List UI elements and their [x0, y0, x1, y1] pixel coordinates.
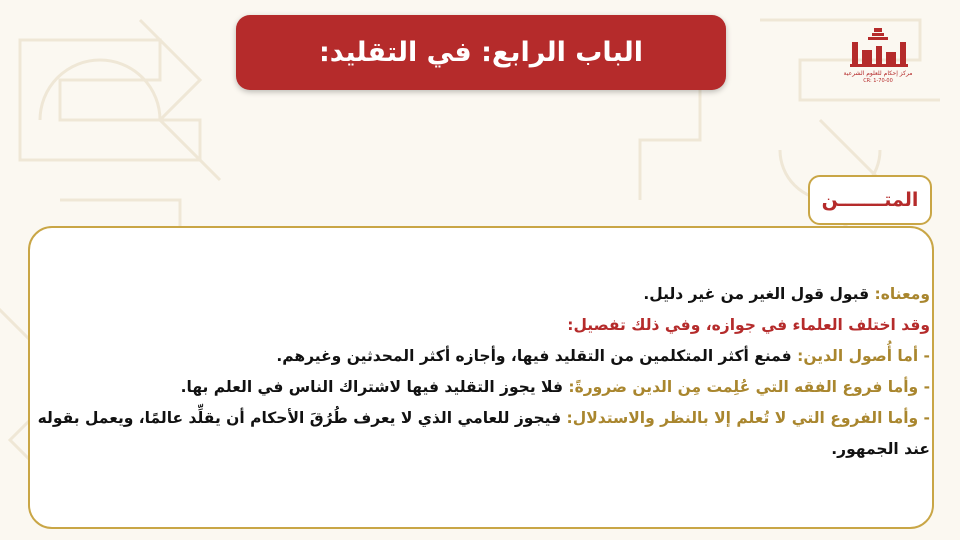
paragraph-definition	[34, 279, 930, 310]
paragraph-known-by-necessity	[34, 372, 930, 403]
paragraph-text: فيجوز للعامي الذي لا يعرف طُرُقَ الأحكام أن يقلِّد عالمًا، ويعمل بقوله عند الجمهور.	[37, 409, 930, 458]
paragraph-label: - أما أُصول الدين:	[797, 347, 930, 365]
text-body	[34, 279, 930, 465]
logo-mark-icon	[846, 26, 910, 70]
paragraph-disagreement	[34, 310, 930, 341]
paragraph-label: - وأما فروع الفقه التي عُلِمت مِن الدين ضرورةً:	[568, 378, 930, 396]
center-logo	[843, 26, 913, 92]
paragraph-label: ومعناه:	[874, 285, 930, 303]
paragraph-by-inference	[34, 403, 930, 465]
section-label-box	[808, 175, 932, 225]
chapter-title: الباب الرابع: في التقليد:	[319, 37, 643, 68]
logo-tagline: CR: 1-70-00	[863, 78, 893, 84]
paragraph-text: فلا يجوز التقليد فيها لاشتراك الناس في العلم بها.	[180, 378, 563, 396]
section-label-text: المتـــــــن	[821, 189, 919, 211]
paragraph-usul-al-din	[34, 341, 930, 372]
paragraph-text: قبول قول الغير من غير دليل.	[643, 285, 870, 303]
logo-subtitle: مركز إحكام للعلوم الشرعية	[843, 70, 913, 77]
chapter-title-banner	[236, 15, 726, 90]
paragraph-label: - وأما الفروع التي لا تُعلم إلا بالنظر والاستدلال:	[566, 409, 930, 427]
paragraph-text: فمنع أكثر المتكلمين من التقليد فيها، وأجازه أكثر المحدثين وغيرهم.	[276, 347, 792, 365]
paragraph-label: وقد اختلف العلماء في جوازه، وفي ذلك تفصيل:	[567, 316, 930, 334]
